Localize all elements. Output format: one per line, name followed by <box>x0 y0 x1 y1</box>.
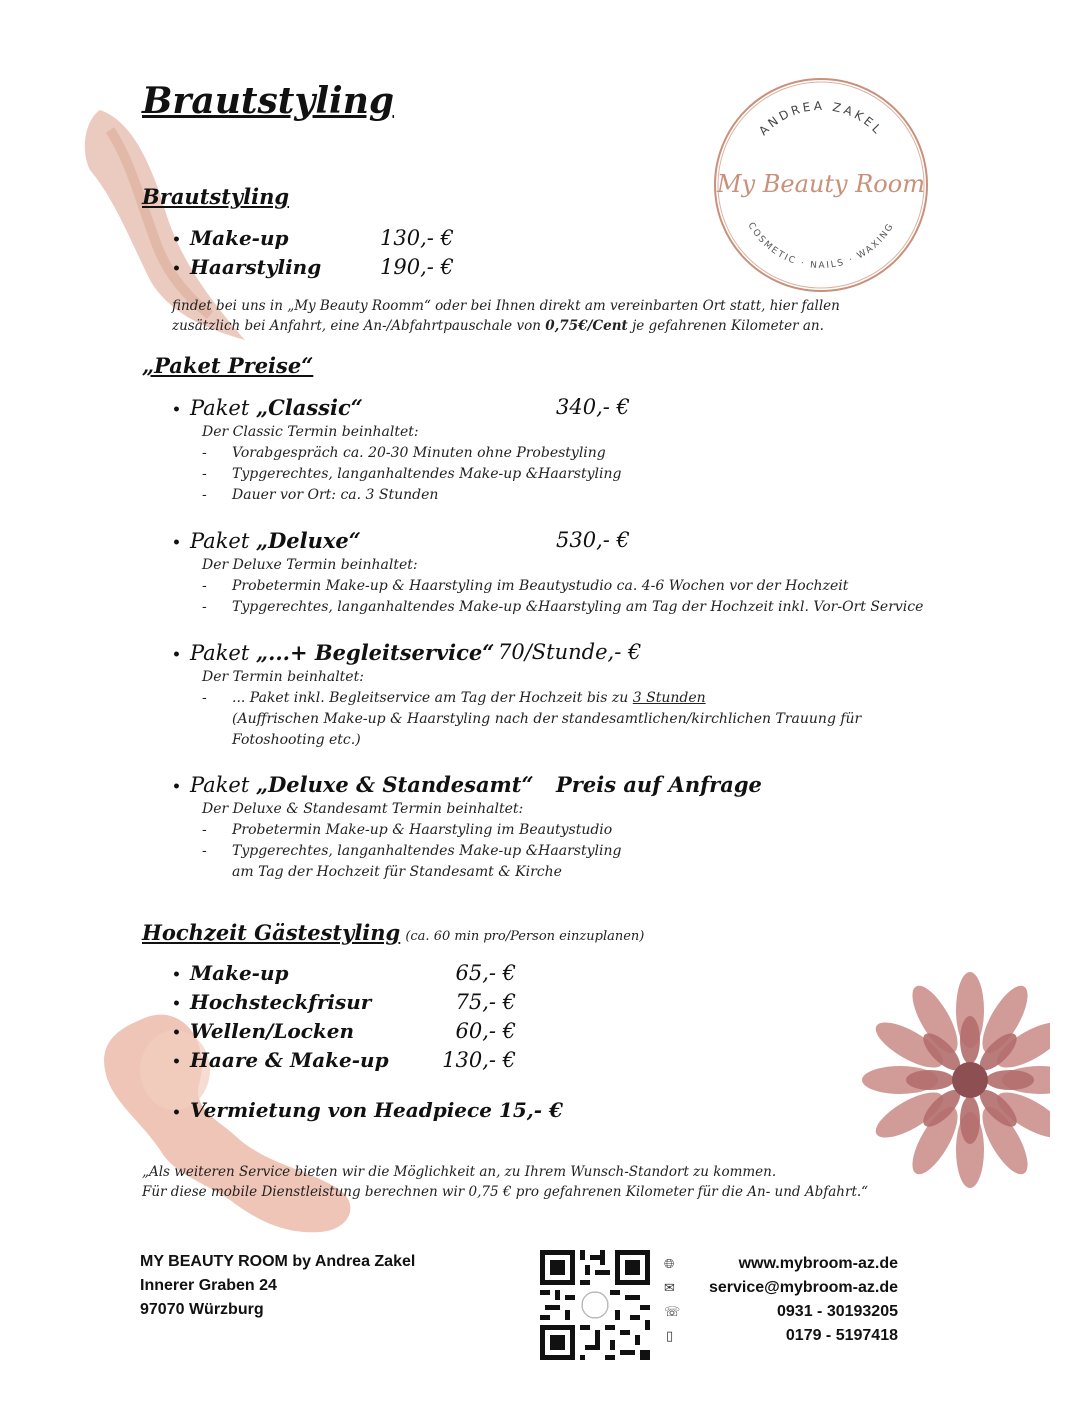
paket-begleitservice-point-cont: Fotoshooting etc.) <box>232 732 361 748</box>
logo-top-text: ANDREA ZAKEL <box>756 98 886 139</box>
paket-standesamt-point: Probetermin Make-up & Haarstyling im Beautystudio <box>232 822 613 838</box>
paket-classic-point: Typgerechtes, langanhaltendes Make-up &Haarstyling <box>232 466 622 482</box>
paket-deluxe-price: 530,- € <box>556 528 630 552</box>
dash: - <box>202 822 207 838</box>
mobile-service-line1: „Als weiteren Service bieten wir die Möglichkeit an, zu Ihrem Wunsch-Standort zu kommen. <box>142 1164 777 1180</box>
travel-fee-text: je gefahrenen Kilometer an. <box>627 318 824 334</box>
paket-standesamt-title <box>190 772 534 797</box>
dash: - <box>202 690 207 706</box>
bullet: • <box>172 402 181 418</box>
paket-classic-price: 340,- € <box>556 395 630 419</box>
paket-name: „...+ Begleitservice“ <box>255 640 495 665</box>
paket-classic-point: Vorabgespräch ca. 20-30 Minuten ohne Probestyling <box>232 445 606 461</box>
logo-middle-text: My Beauty Room <box>717 170 925 198</box>
paket-prefix: Paket <box>190 529 256 553</box>
paket-standesamt-point: Typgerechtes, langanhaltendes Make-up &Haarstyling <box>232 843 622 859</box>
paket-standesamt-price: Preis auf Anfrage <box>556 772 762 797</box>
paket-point-duration: 3 Stunden <box>632 690 706 706</box>
paket-prefix: Paket <box>190 773 256 797</box>
paket-deluxe-title <box>190 528 361 553</box>
travel-fee-note <box>172 296 892 336</box>
page-title: Brautstyling <box>142 80 395 122</box>
section-heading-pakete: „Paket Preise“ <box>142 353 314 378</box>
paket-name: „Classic“ <box>255 395 363 420</box>
paket-begleitservice-price: 70/Stunde,- € <box>498 640 642 664</box>
mobile-icon: ▯ <box>666 1329 674 1344</box>
brautstyling-item-price: 130,- € <box>380 226 454 250</box>
paket-deluxe-point: Probetermin Make-up & Haarstyling im Beautystudio ca. 4-6 Wochen vor der Hochzeit <box>232 578 849 594</box>
footer-website[interactable]: www.mybroom-az.de <box>738 1255 898 1272</box>
dash: - <box>202 445 207 461</box>
gaeste-subheading: (ca. 60 min pro/Person einzuplanen) <box>405 929 645 944</box>
mobile-service-note <box>142 1162 902 1202</box>
footer-business-name: MY BEAUTY ROOM by Andrea Zakel <box>140 1253 416 1270</box>
footer-phone[interactable]: 0931 - 30193205 <box>777 1303 898 1320</box>
gaeste-item-label: Haare & Make-up <box>190 1048 389 1072</box>
brautstyling-item-label: Make-up <box>190 226 289 250</box>
svg-text:ANDREA ZAKEL <box>756 99 886 138</box>
mobile-service-line2: Für diese mobile Dienstleistung berechnen wir 0,75 € pro gefahrenen Kilometer für die An- und Abfahrt.“ <box>142 1184 869 1200</box>
svg-text:COSMETIC · NAILS · WAXING <box>745 221 896 271</box>
footer-address <box>140 1250 415 1322</box>
bullet: • <box>172 779 181 795</box>
phone-icon: ☏ <box>664 1305 681 1320</box>
bullet: • <box>172 1025 181 1041</box>
paket-prefix: Paket <box>190 396 256 420</box>
paket-classic-title <box>190 395 363 420</box>
footer-email[interactable]: service@mybroom-az.de <box>708 1279 898 1296</box>
mail-icon: ✉ <box>664 1281 675 1296</box>
travel-fee-price: 0,75€/Cent <box>545 318 628 334</box>
brautstyling-item-label: Haarstyling <box>190 255 322 279</box>
gaeste-item-label: Hochsteckfrisur <box>190 990 372 1014</box>
bullet: • <box>172 261 181 277</box>
dash: - <box>202 466 207 482</box>
gaeste-item-price: 65,- € <box>455 961 516 985</box>
bullet: • <box>172 1054 181 1070</box>
dash: - <box>202 843 207 859</box>
gaeste-item-price: 60,- € <box>455 1019 516 1043</box>
gaeste-item-price: 75,- € <box>455 990 516 1014</box>
bullet: • <box>172 996 181 1012</box>
qr-code <box>540 1250 650 1360</box>
dash: - <box>202 578 207 594</box>
travel-fee-note-line2 <box>172 316 892 336</box>
brand-logo <box>708 72 934 298</box>
footer-contact <box>680 1252 898 1348</box>
paket-begleitservice-point-cont: (Auffrischen Make-up & Haarstyling nach der standesamtlichen/kirchlichen Trauung für <box>232 711 862 727</box>
headpiece-rental: Vermietung von Headpiece 15,- € <box>190 1098 563 1122</box>
paket-point-text: ... Paket inkl. Begleitservice am Tag der Hochzeit bis zu <box>232 690 633 706</box>
paket-classic-point: Dauer vor Ort: ca. 3 Stunden <box>232 487 439 503</box>
paket-standesamt-desc: Der Deluxe & Standesamt Termin beinhaltet: <box>202 801 524 817</box>
paket-begleitservice-title <box>190 640 494 665</box>
bullet: • <box>172 967 181 983</box>
paket-standesamt-point-cont: am Tag der Hochzeit für Standesamt & Kirche <box>232 864 562 880</box>
paket-deluxe-point: Typgerechtes, langanhaltendes Make-up &Haarstyling am Tag der Hochzeit inkl. Vor-Ort Service <box>232 599 924 615</box>
travel-fee-text: zusätzlich bei Anfahrt, eine An-/Abfahrtpauschale von <box>172 318 546 334</box>
section-heading-gaeste: Hochzeit Gästestyling <box>142 920 401 945</box>
paket-classic-desc: Der Classic Termin beinhaltet: <box>202 424 419 440</box>
paket-deluxe-desc: Der Deluxe Termin beinhaltet: <box>202 557 418 573</box>
travel-fee-note-line1: findet bei uns in „My Beauty Roomm“ oder bei Ihnen direkt am vereinbarten Ort statt, hier fallen <box>172 298 840 314</box>
bullet: • <box>172 232 181 248</box>
bullet: • <box>172 535 181 551</box>
footer-city: 97070 Würzburg <box>140 1301 264 1318</box>
bullet: • <box>172 647 181 663</box>
gaeste-item-label: Wellen/Locken <box>190 1019 355 1043</box>
gaeste-item-price: 130,- € <box>442 1048 516 1072</box>
paket-name: „Deluxe & Standesamt“ <box>255 772 534 797</box>
section-heading-brautstyling: Brautstyling <box>142 184 290 209</box>
dash: - <box>202 599 207 615</box>
paket-begleitservice-point <box>232 690 706 706</box>
footer-mobile[interactable]: 0179 - 5197418 <box>785 1327 898 1344</box>
paket-prefix: Paket <box>190 641 256 665</box>
logo-bottom-text: COSMETIC · NAILS · WAXING <box>745 221 897 272</box>
brautstyling-item-price: 190,- € <box>380 255 454 279</box>
globe-icon: 🌐︎ <box>664 1257 675 1272</box>
dash: - <box>202 487 207 503</box>
gaeste-heading-row <box>142 920 644 945</box>
bullet: • <box>172 1105 181 1121</box>
paket-name: „Deluxe“ <box>255 528 361 553</box>
paket-begleitservice-desc: Der Termin beinhaltet: <box>202 669 364 685</box>
footer-street: Innerer Graben 24 <box>140 1277 277 1294</box>
gaeste-item-label: Make-up <box>190 961 289 985</box>
